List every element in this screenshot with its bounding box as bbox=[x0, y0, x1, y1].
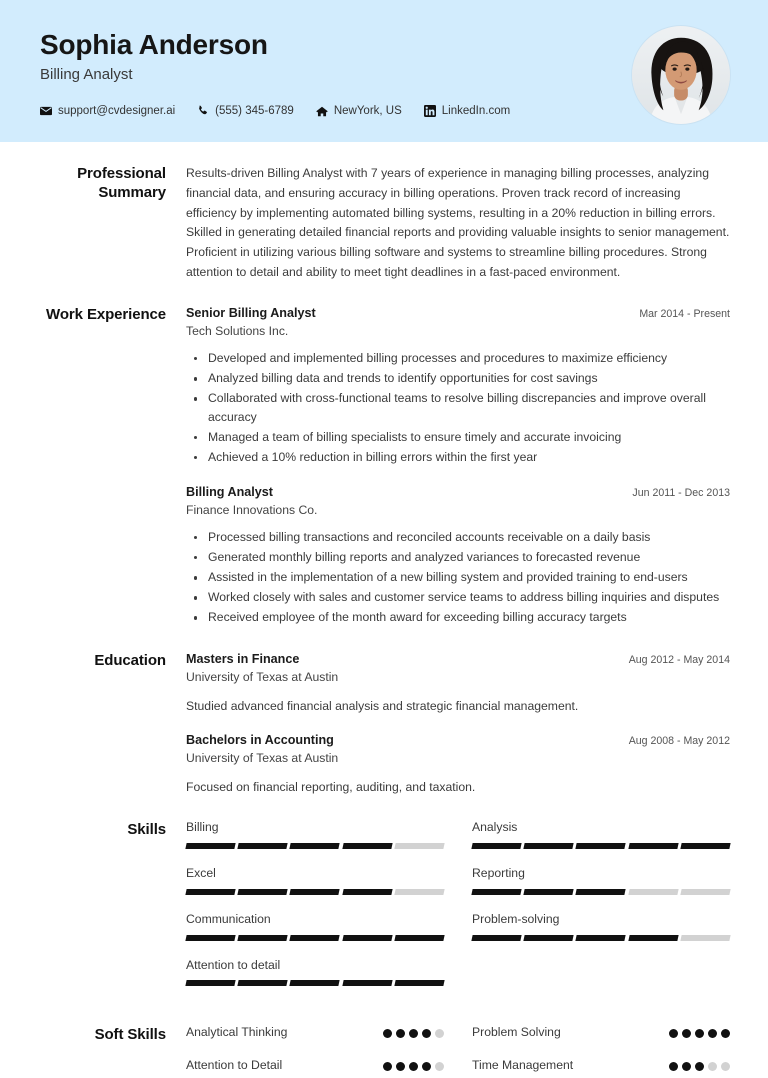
skill-bar-segment bbox=[628, 935, 678, 941]
section-professional-summary bbox=[40, 142, 730, 283]
contact-row bbox=[40, 105, 510, 117]
skill-bar-segment bbox=[238, 889, 288, 895]
home-icon bbox=[316, 105, 328, 117]
education-description: Focused on financial reporting, auditing, and taxation. bbox=[186, 779, 476, 794]
skill-level-bar bbox=[472, 843, 730, 849]
experience-entry bbox=[186, 484, 730, 627]
skill-bar-segment bbox=[290, 843, 340, 849]
skill-bar-segment bbox=[238, 980, 288, 986]
skill-bar-segment bbox=[342, 935, 392, 941]
skill-bar-segment bbox=[290, 889, 340, 895]
skill-bar-segment bbox=[524, 935, 574, 941]
skill-bar-segment bbox=[576, 889, 626, 895]
job-title: Billing Analyst bbox=[40, 66, 133, 84]
skill-item bbox=[186, 958, 444, 987]
skill-level-bar bbox=[186, 935, 444, 941]
section-soft-skills bbox=[40, 1003, 730, 1078]
section-education bbox=[40, 629, 730, 798]
skill-name: Reporting bbox=[472, 865, 525, 880]
phone-icon bbox=[197, 105, 209, 117]
experience-company: Finance Innovations Co. bbox=[186, 502, 318, 517]
soft-skill-rating bbox=[383, 1029, 444, 1038]
section-skills bbox=[40, 798, 730, 1003]
contact-item-phone[interactable] bbox=[197, 105, 294, 117]
skill-bar-segment bbox=[680, 889, 730, 895]
skill-bar-segment bbox=[238, 935, 288, 941]
avatar bbox=[632, 26, 730, 124]
skill-item bbox=[186, 912, 444, 941]
contact-email-text: support@cvdesigner.ai bbox=[58, 105, 176, 118]
skill-name: Problem-solving bbox=[472, 911, 560, 926]
rating-dot bbox=[422, 1062, 431, 1071]
skill-bar-segment bbox=[290, 980, 340, 986]
skill-level-bar bbox=[186, 843, 444, 849]
experience-bullet-list bbox=[186, 528, 730, 627]
skill-bar-segment bbox=[185, 935, 235, 941]
skill-level-bar bbox=[186, 980, 444, 986]
skill-bar-segment bbox=[576, 843, 626, 849]
section-label-experience: Work Experience bbox=[46, 305, 166, 323]
soft-skill-name: Attention to Detail bbox=[186, 1058, 283, 1073]
skill-bar-segment bbox=[394, 980, 444, 986]
skill-bar-segment bbox=[185, 843, 235, 849]
rating-dot bbox=[409, 1029, 418, 1038]
soft-skill-name: Time Management bbox=[472, 1058, 574, 1073]
rating-dot bbox=[695, 1029, 704, 1038]
education-entry bbox=[186, 732, 730, 796]
skill-bar-segment bbox=[342, 843, 392, 849]
skill-bar-segment bbox=[471, 935, 521, 941]
skill-bar-segment bbox=[394, 843, 444, 849]
soft-skills-grid bbox=[186, 1025, 730, 1078]
section-label-soft-skills: Soft Skills bbox=[94, 1026, 166, 1044]
linkedin-icon bbox=[424, 105, 436, 117]
skill-bar-segment bbox=[290, 935, 340, 941]
rating-dot bbox=[383, 1062, 392, 1071]
rating-dot bbox=[695, 1062, 704, 1071]
skill-bar-segment bbox=[680, 935, 730, 941]
list-item: Processed billing transactions and reconciled accounts receivable on a daily basis bbox=[186, 528, 730, 547]
skill-bar-segment bbox=[185, 889, 235, 895]
soft-skill-item bbox=[186, 1025, 444, 1041]
education-date-range: Aug 2008 - May 2012 bbox=[628, 734, 730, 747]
rating-dot bbox=[682, 1029, 691, 1038]
list-item: Received employee of the month award for exceeding billing accuracy targets bbox=[186, 608, 730, 627]
skill-name: Analysis bbox=[472, 819, 518, 834]
contact-item-location[interactable] bbox=[316, 105, 402, 117]
soft-skill-name: Problem Solving bbox=[472, 1025, 561, 1040]
soft-skill-item bbox=[186, 1058, 444, 1074]
soft-skill-item bbox=[472, 1025, 730, 1041]
rating-dot bbox=[422, 1029, 431, 1038]
experience-date-range: Jun 2011 - Dec 2013 bbox=[632, 486, 730, 499]
rating-dot bbox=[669, 1062, 678, 1071]
skill-bar-segment bbox=[394, 935, 444, 941]
list-item: Generated monthly billing reports and analyzed variances to forecasted revenue bbox=[186, 548, 730, 567]
rating-dot bbox=[435, 1029, 444, 1038]
skill-level-bar bbox=[186, 889, 444, 895]
skill-name: Billing bbox=[186, 819, 219, 834]
rating-dot bbox=[396, 1062, 405, 1071]
skill-bar-segment bbox=[342, 889, 392, 895]
skill-item bbox=[186, 866, 444, 895]
experience-job-title: Billing Analyst bbox=[186, 484, 273, 499]
list-item: Achieved a 10% reduction in billing errors within the first year bbox=[186, 448, 730, 467]
section-work-experience bbox=[40, 283, 730, 629]
skill-bar-segment bbox=[524, 889, 574, 895]
skill-bar-segment bbox=[471, 889, 521, 895]
section-label-skills: Skills bbox=[127, 820, 166, 838]
soft-skill-rating bbox=[669, 1062, 730, 1071]
experience-entry bbox=[186, 305, 730, 467]
skill-item bbox=[186, 820, 444, 849]
soft-skill-item bbox=[472, 1058, 730, 1074]
skills-grid bbox=[186, 820, 730, 1003]
resume-header bbox=[0, 0, 768, 142]
skill-level-bar bbox=[472, 935, 730, 941]
education-degree: Masters in Finance bbox=[186, 651, 300, 666]
education-entry bbox=[186, 651, 730, 715]
soft-skill-rating bbox=[383, 1062, 444, 1071]
experience-bullet-list bbox=[186, 349, 730, 466]
contact-item-email[interactable] bbox=[40, 105, 175, 117]
skill-bar-segment bbox=[185, 980, 235, 986]
rating-dot bbox=[409, 1062, 418, 1071]
skill-bar-segment bbox=[628, 843, 678, 849]
contact-linkedin-text: LinkedIn.com bbox=[441, 105, 511, 118]
section-label-education: Education bbox=[94, 651, 166, 669]
skill-bar-segment bbox=[238, 843, 288, 849]
skill-item bbox=[472, 820, 730, 849]
skill-level-bar bbox=[472, 889, 730, 895]
skill-bar-segment bbox=[524, 843, 574, 849]
envelope-icon bbox=[40, 105, 52, 117]
skill-bar-segment bbox=[576, 935, 626, 941]
page-title: Sophia Anderson bbox=[40, 29, 268, 60]
rating-dot bbox=[383, 1029, 392, 1038]
rating-dot bbox=[708, 1029, 717, 1038]
experience-job-title: Senior Billing Analyst bbox=[186, 305, 316, 320]
soft-skill-rating bbox=[669, 1029, 730, 1038]
education-school: University of Texas at Austin bbox=[186, 669, 339, 684]
rating-dot bbox=[396, 1029, 405, 1038]
rating-dot bbox=[721, 1029, 730, 1038]
skill-name: Attention to detail bbox=[186, 957, 281, 972]
rating-dot bbox=[435, 1062, 444, 1071]
list-item: Analyzed billing data and trends to identify opportunities for cost savings bbox=[186, 369, 730, 388]
education-description: Studied advanced financial analysis and strategic financial management. bbox=[186, 698, 579, 713]
rating-dot bbox=[682, 1062, 691, 1071]
skill-bar-segment bbox=[342, 980, 392, 986]
rating-dot bbox=[721, 1062, 730, 1071]
list-item: Worked closely with sales and customer service teams to address billing inquiries and disputes bbox=[186, 588, 730, 607]
contact-item-linkedin[interactable] bbox=[424, 105, 510, 117]
summary-text: Results-driven Billing Analyst with 7 years of experience in managing billing processes, analyzing financial data, and ensuring accuracy in billing operations. Proven track record of increasing efficiency by implementing automated billing systems, resulting in a 20% reduction in billing errors. Skilled in generating detailed financial reports and providing valuable insights to senior management. Proficient in utilizing various billing software and systems to streamline billing procedures. Strong attention to detail and ability to meet tight deadlines in a fast-paced environment. bbox=[186, 166, 730, 279]
skill-item bbox=[472, 912, 730, 941]
experience-company: Tech Solutions Inc. bbox=[186, 323, 289, 338]
skill-item bbox=[472, 866, 730, 895]
list-item: Collaborated with cross-functional teams to resolve billing discrepancies and improve overall accuracy bbox=[186, 389, 730, 426]
education-date-range: Aug 2012 - May 2014 bbox=[628, 653, 730, 666]
list-item: Developed and implemented billing processes and procedures to maximize efficiency bbox=[186, 349, 730, 368]
soft-skill-name: Analytical Thinking bbox=[186, 1025, 288, 1040]
rating-dot bbox=[669, 1029, 678, 1038]
skill-name: Communication bbox=[186, 911, 271, 926]
section-label-summary: Professional Summary bbox=[77, 165, 166, 202]
experience-date-range: Mar 2014 - Present bbox=[639, 307, 730, 320]
resume-body bbox=[0, 142, 768, 1078]
header-identity-block bbox=[40, 26, 510, 117]
skill-bar-segment bbox=[680, 843, 730, 849]
skill-bar-segment bbox=[628, 889, 678, 895]
education-school: University of Texas at Austin bbox=[186, 750, 339, 765]
skill-bar-segment bbox=[471, 843, 521, 849]
skill-name: Excel bbox=[186, 865, 216, 880]
list-item: Managed a team of billing specialists to ensure timely and accurate invoicing bbox=[186, 428, 730, 447]
education-degree: Bachelors in Accounting bbox=[186, 732, 334, 747]
contact-location-text: NewYork, US bbox=[333, 105, 402, 118]
list-item: Assisted in the implementation of a new billing system and provided training to end-users bbox=[186, 568, 730, 587]
rating-dot bbox=[708, 1062, 717, 1071]
contact-phone-text: (555) 345-6789 bbox=[215, 105, 294, 118]
skill-bar-segment bbox=[394, 889, 444, 895]
